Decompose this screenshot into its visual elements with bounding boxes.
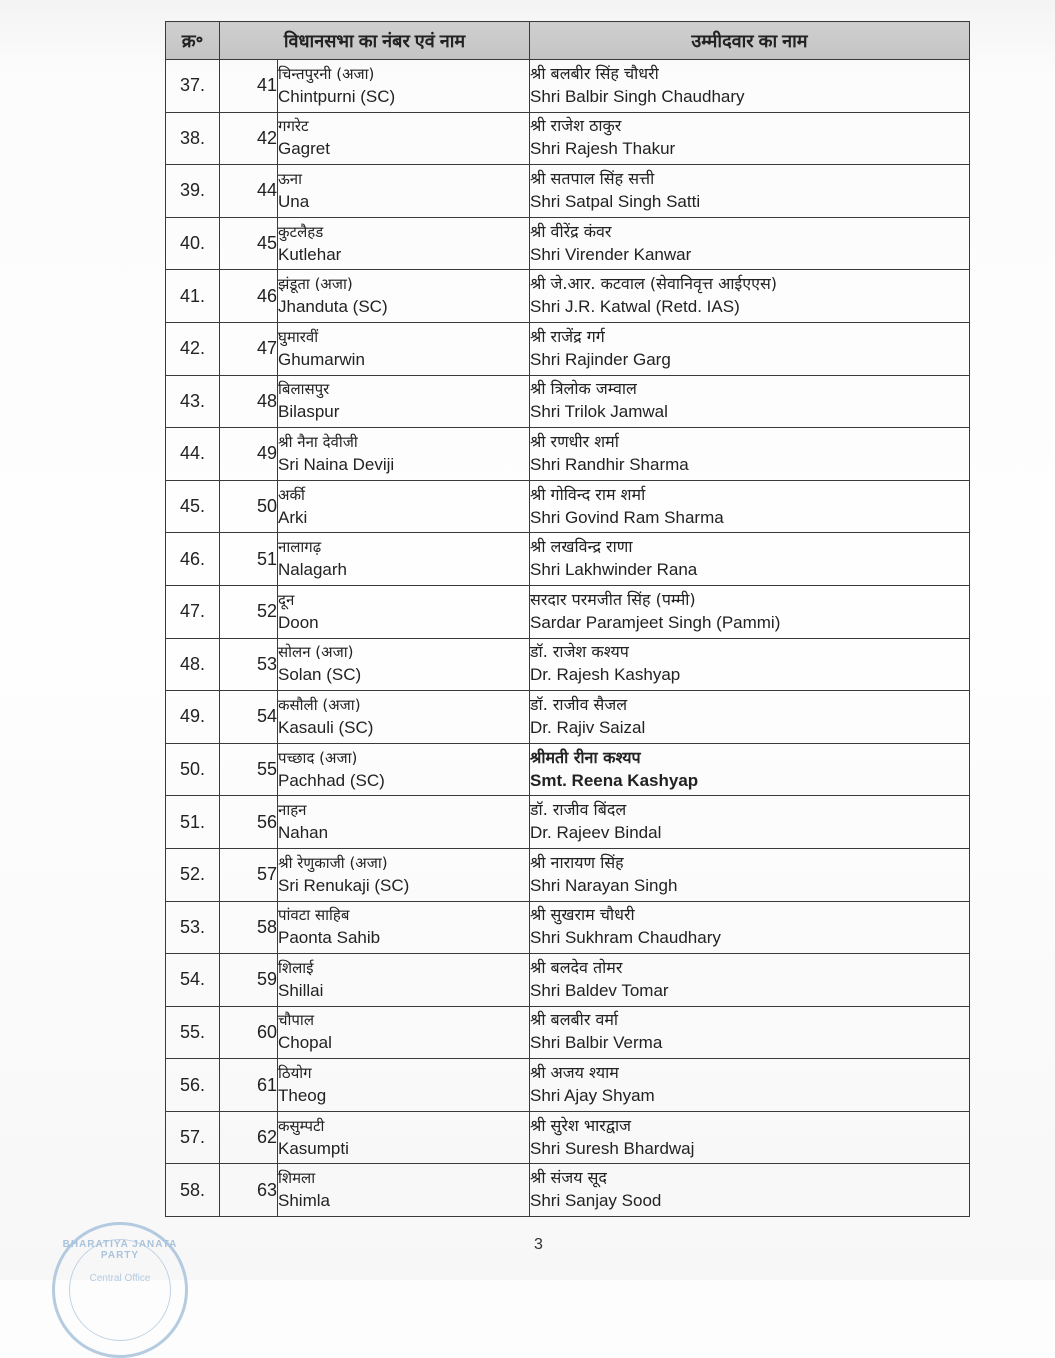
- constituency-name-hindi: कुटलैहड: [278, 222, 324, 241]
- constituency-name: [278, 217, 530, 270]
- constituency-name-hindi: पांवटा साहिब: [278, 906, 350, 925]
- table-row: [166, 375, 970, 428]
- constituency-number: 61: [220, 1059, 278, 1112]
- constituency-name-english: Gagret: [278, 139, 330, 159]
- table-row: [166, 217, 970, 270]
- constituency-name-english: Pachhad (SC): [278, 770, 385, 790]
- candidate-name-english: Shri Satpal Singh Satti: [530, 191, 701, 211]
- constituency-name-english: Sri Naina Deviji: [278, 454, 395, 474]
- candidate-name-english: Shri Virender Kanwar: [530, 244, 692, 264]
- candidate-name: [530, 1164, 970, 1217]
- candidate-name: [530, 217, 970, 270]
- candidate-name: [530, 743, 970, 796]
- constituency-name: [278, 743, 530, 796]
- constituency-name: [278, 638, 530, 691]
- candidate-name: [530, 638, 970, 691]
- constituency-number: 55: [220, 743, 278, 796]
- constituency-number: 51: [220, 533, 278, 586]
- serial-number: 56.: [166, 1059, 220, 1112]
- table-row: [166, 901, 970, 954]
- constituency-number: 41: [220, 60, 278, 113]
- constituency-name-hindi: ठियोग: [278, 1064, 312, 1083]
- candidate-name-english: Dr. Rajiv Saizal: [530, 717, 646, 737]
- constituency-number: 47: [220, 322, 278, 375]
- candidate-name: [530, 954, 970, 1007]
- constituency-number: 58: [220, 901, 278, 954]
- serial-number: 46.: [166, 533, 220, 586]
- table-row: [166, 691, 970, 744]
- candidate-name-english: Smt. Reena Kashyap: [530, 770, 699, 790]
- candidate-name-hindi: श्री बलबीर सिंह चौधरी: [530, 63, 659, 83]
- serial-number: 55.: [166, 1006, 220, 1059]
- constituency-name: [278, 533, 530, 586]
- table-row: [166, 480, 970, 533]
- constituency-name: [278, 480, 530, 533]
- candidate-name-hindi: श्री अजय श्याम: [530, 1063, 619, 1083]
- candidate-name-hindi: श्री बलबीर वर्मा: [530, 1010, 619, 1030]
- candidate-name-hindi: श्री सतपाल सिंह सत्ती: [530, 168, 655, 188]
- candidate-name-english: Shri Sukhram Chaudhary: [530, 928, 721, 948]
- constituency-name-english: Theog: [278, 1086, 327, 1106]
- constituency-name-hindi: अर्की: [278, 485, 305, 504]
- candidate-name-hindi: श्री सुरेश भारद्वाज: [530, 1115, 632, 1135]
- constituency-name-english: Una: [278, 191, 310, 211]
- constituency-name-english: Chintpurni (SC): [278, 86, 396, 106]
- serial-number: 37.: [166, 60, 220, 113]
- candidate-name: [530, 165, 970, 218]
- candidate-name: [530, 1059, 970, 1112]
- candidate-name-english: Dr. Rajeev Bindal: [530, 823, 662, 843]
- constituency-name-hindi: दून: [278, 590, 295, 609]
- candidate-name: [530, 796, 970, 849]
- candidate-name-hindi: श्री राजेश ठाकुर: [530, 116, 622, 136]
- constituency-name-hindi: नालागढ़: [278, 538, 322, 557]
- candidate-name: [530, 585, 970, 638]
- constituency-name: [278, 848, 530, 901]
- candidate-name-hindi: श्री त्रिलोक जम्वाल: [530, 379, 637, 399]
- candidate-name-english: Shri Balbir Verma: [530, 1033, 663, 1053]
- constituency-name-hindi: सोलन (अजा): [278, 643, 354, 662]
- table-row: [166, 428, 970, 481]
- constituency-number: 44: [220, 165, 278, 218]
- candidate-name-english: Shri Lakhwinder Rana: [530, 560, 698, 580]
- constituency-name-english: Shimla: [278, 1191, 330, 1211]
- candidate-name: [530, 848, 970, 901]
- table-body: [166, 60, 970, 1217]
- constituency-name-hindi: पच्छाद (अजा): [278, 748, 358, 767]
- table-row: [166, 743, 970, 796]
- table-row: [166, 60, 970, 113]
- candidate-name-english: Shri Govind Ram Sharma: [530, 507, 724, 527]
- constituency-name: [278, 375, 530, 428]
- candidate-name: [530, 375, 970, 428]
- constituency-name: [278, 954, 530, 1007]
- constituency-name: [278, 585, 530, 638]
- candidate-name: [530, 480, 970, 533]
- constituency-number: 45: [220, 217, 278, 270]
- constituency-name-hindi: बिलासपुर: [278, 380, 330, 399]
- table-row: [166, 1006, 970, 1059]
- candidate-name-hindi: श्री लखविन्द्र राणा: [530, 537, 633, 557]
- serial-number: 54.: [166, 954, 220, 1007]
- constituency-name: [278, 1006, 530, 1059]
- candidate-name: [530, 1006, 970, 1059]
- constituency-name: [278, 1059, 530, 1112]
- constituency-name-hindi: ऊना: [278, 169, 302, 188]
- constituency-number: 52: [220, 585, 278, 638]
- constituency-name: [278, 112, 530, 165]
- header-constituency: विधानसभा का नंबर एवं नाम: [220, 22, 530, 60]
- table-row: [166, 848, 970, 901]
- candidate-name-hindi: डॉ. राजेश कश्यप: [530, 642, 629, 662]
- constituency-name-english: Paonta Sahib: [278, 928, 381, 948]
- party-stamp: [52, 1222, 188, 1358]
- constituency-name-english: Nalagarh: [278, 560, 347, 580]
- table-header-row: [166, 22, 970, 60]
- candidate-name-hindi: डॉ. राजीव सैजल: [530, 694, 628, 714]
- serial-number: 57.: [166, 1111, 220, 1164]
- candidate-list-table: [165, 21, 970, 1217]
- candidate-name-english: Shri Suresh Bhardwaj: [530, 1138, 695, 1158]
- serial-number: 39.: [166, 165, 220, 218]
- candidate-name-hindi: श्री वीरेंद्र कंवर: [530, 221, 612, 241]
- table-row: [166, 796, 970, 849]
- constituency-number: 53: [220, 638, 278, 691]
- constituency-number: 49: [220, 428, 278, 481]
- candidate-name-hindi: श्री बलदेव तोमर: [530, 957, 623, 977]
- table-row: [166, 1111, 970, 1164]
- page-number: 3: [534, 1236, 543, 1253]
- candidate-name: [530, 428, 970, 481]
- candidate-name-hindi: श्रीमती रीना कश्यप: [530, 747, 641, 767]
- header-serial: क्र॰: [166, 22, 220, 60]
- constituency-name: [278, 796, 530, 849]
- table-row: [166, 533, 970, 586]
- serial-number: 51.: [166, 796, 220, 849]
- serial-number: 38.: [166, 112, 220, 165]
- constituency-name-hindi: घुमारवीं: [278, 327, 319, 346]
- candidate-name: [530, 691, 970, 744]
- table-row: [166, 270, 970, 323]
- serial-number: 41.: [166, 270, 220, 323]
- constituency-name-english: Nahan: [278, 823, 329, 843]
- table-row: [166, 585, 970, 638]
- constituency-name: [278, 1111, 530, 1164]
- constituency-name: [278, 901, 530, 954]
- table-row: [166, 112, 970, 165]
- constituency-name-english: Chopal: [278, 1033, 332, 1053]
- constituency-name-english: Jhanduta (SC): [278, 297, 388, 317]
- table-row: [166, 954, 970, 1007]
- constituency-name-hindi: नाहन: [278, 801, 307, 820]
- constituency-number: 59: [220, 954, 278, 1007]
- candidate-name-english: Shri Rajesh Thakur: [530, 139, 676, 159]
- constituency-name-english: Kasauli (SC): [278, 717, 374, 737]
- candidate-name-hindi: श्री सुखराम चौधरी: [530, 905, 635, 925]
- serial-number: 43.: [166, 375, 220, 428]
- candidate-name: [530, 901, 970, 954]
- candidate-name-hindi: श्री राजेंद्र गर्ग: [530, 326, 605, 346]
- constituency-name-english: Doon: [278, 612, 319, 632]
- serial-number: 44.: [166, 428, 220, 481]
- candidate-name-english: Shri Balbir Singh Chaudhary: [530, 86, 745, 106]
- candidate-name-hindi: श्री संजय सूद: [530, 1168, 607, 1188]
- candidate-name: [530, 270, 970, 323]
- candidate-name-hindi: श्री रणधीर शर्मा: [530, 431, 619, 451]
- serial-number: 48.: [166, 638, 220, 691]
- candidate-name-english: Sardar Paramjeet Singh (Pammi): [530, 612, 781, 632]
- constituency-number: 63: [220, 1164, 278, 1217]
- candidate-name-english: Shri Rajinder Garg: [530, 349, 671, 369]
- candidate-name-hindi: श्री गोविन्द राम शर्मा: [530, 484, 646, 504]
- constituency-name-english: Ghumarwin: [278, 349, 365, 369]
- constituency-number: 48: [220, 375, 278, 428]
- candidate-name-english: Shri Sanjay Sood: [530, 1191, 662, 1211]
- candidate-name-hindi: डॉ. राजीव बिंदल: [530, 800, 627, 820]
- constituency-name: [278, 322, 530, 375]
- constituency-name-english: Arki: [278, 507, 308, 527]
- serial-number: 47.: [166, 585, 220, 638]
- serial-number: 40.: [166, 217, 220, 270]
- stamp-text: BHARATIYA JANATA PARTY: [62, 1239, 178, 1261]
- constituency-number: 42: [220, 112, 278, 165]
- table-row: [166, 1059, 970, 1112]
- constituency-number: 50: [220, 480, 278, 533]
- constituency-number: 46: [220, 270, 278, 323]
- candidate-name-hindi: श्री नारायण सिंह: [530, 852, 624, 872]
- serial-number: 49.: [166, 691, 220, 744]
- constituency-name: [278, 60, 530, 113]
- constituency-number: 57: [220, 848, 278, 901]
- constituency-name-english: Kutlehar: [278, 244, 342, 264]
- serial-number: 45.: [166, 480, 220, 533]
- constituency-name: [278, 270, 530, 323]
- candidate-name: [530, 533, 970, 586]
- constituency-name-hindi: शिमला: [278, 1169, 316, 1188]
- candidate-name-english: Dr. Rajesh Kashyap: [530, 665, 681, 685]
- candidate-name: [530, 322, 970, 375]
- candidate-name-hindi: सरदार परमजीत सिंह (पम्मी): [530, 589, 696, 609]
- constituency-name-hindi: कसौली (अजा): [278, 695, 361, 714]
- candidate-name-english: Shri Randhir Sharma: [530, 454, 689, 474]
- candidate-name: [530, 1111, 970, 1164]
- candidate-name-english: Shri J.R. Katwal (Retd. IAS): [530, 297, 740, 317]
- candidate-name-english: Shri Ajay Shyam: [530, 1086, 655, 1106]
- table-row: [166, 165, 970, 218]
- constituency-number: 54: [220, 691, 278, 744]
- constituency-name-english: Shillai: [278, 980, 324, 1000]
- constituency-name: [278, 691, 530, 744]
- candidate-name-english: Shri Narayan Singh: [530, 875, 678, 895]
- candidate-name: [530, 60, 970, 113]
- serial-number: 50.: [166, 743, 220, 796]
- constituency-name-english: Solan (SC): [278, 665, 362, 685]
- constituency-name: [278, 1164, 530, 1217]
- constituency-name-english: Bilaspur: [278, 402, 340, 422]
- constituency-name-hindi: झंडूता (अजा): [278, 275, 353, 294]
- serial-number: 58.: [166, 1164, 220, 1217]
- constituency-name-hindi: चौपाल: [278, 1011, 314, 1030]
- table-row: [166, 638, 970, 691]
- serial-number: 53.: [166, 901, 220, 954]
- candidate-name: [530, 112, 970, 165]
- stamp-subtext: Central Office: [89, 1273, 151, 1284]
- candidate-name-english: Shri Baldev Tomar: [530, 980, 669, 1000]
- constituency-name-hindi: चिन्तपुरनी (अजा): [278, 64, 375, 83]
- constituency-name-hindi: श्री रेणुकाजी (अजा): [278, 853, 388, 872]
- constituency-number: 62: [220, 1111, 278, 1164]
- constituency-name-english: Kasumpti: [278, 1138, 349, 1158]
- constituency-number: 60: [220, 1006, 278, 1059]
- constituency-name: [278, 165, 530, 218]
- serial-number: 52.: [166, 848, 220, 901]
- constituency-name-english: Sri Renukaji (SC): [278, 875, 410, 895]
- constituency-number: 56: [220, 796, 278, 849]
- constituency-name-hindi: श्री नैना देवीजी: [278, 432, 358, 451]
- header-candidate: उम्मीदवार का नाम: [530, 22, 970, 60]
- table-row: [166, 322, 970, 375]
- table-row: [166, 1164, 970, 1217]
- constituency-name: [278, 428, 530, 481]
- constituency-name-hindi: शिलाई: [278, 958, 314, 977]
- serial-number: 42.: [166, 322, 220, 375]
- candidate-name-hindi: श्री जे.आर. कटवाल (सेवानिवृत्त आईएएस): [530, 274, 778, 294]
- constituency-name-hindi: गगरेट: [278, 117, 309, 136]
- candidate-name-english: Shri Trilok Jamwal: [530, 402, 668, 422]
- constituency-name-hindi: कसुम्पटी: [278, 1116, 325, 1135]
